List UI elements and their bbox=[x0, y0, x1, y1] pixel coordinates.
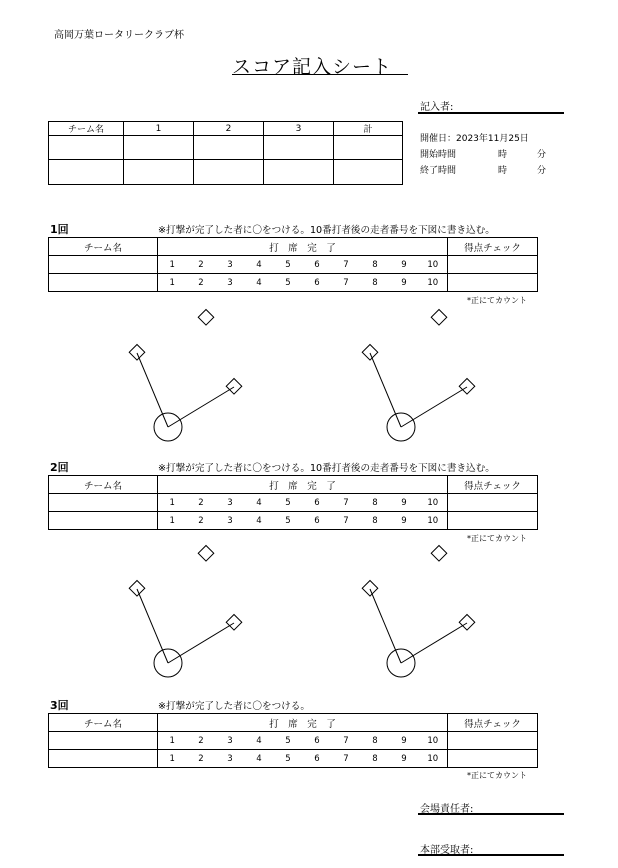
round-3-note: ※打撃が完了した者に〇をつける。 bbox=[158, 701, 310, 712]
summary-header-1: 1 bbox=[124, 122, 194, 136]
second-base bbox=[431, 310, 447, 326]
batter-number[interactable]: 4 bbox=[245, 274, 274, 292]
batter-number[interactable]: 8 bbox=[361, 494, 390, 512]
batter-number[interactable]: 1 bbox=[158, 512, 187, 530]
end-hour-unit: 時 bbox=[498, 166, 508, 176]
batter-number[interactable]: 4 bbox=[245, 512, 274, 530]
batter-number[interactable]: 7 bbox=[332, 274, 361, 292]
round-1-label: 1回 bbox=[50, 223, 69, 236]
diamond-diagram bbox=[129, 546, 242, 677]
batter-number[interactable]: 8 bbox=[361, 256, 390, 274]
batter-number[interactable]: 2 bbox=[187, 274, 216, 292]
event-date: 開催日：2023年11月25日 bbox=[420, 134, 529, 144]
batter-number[interactable]: 3 bbox=[216, 274, 245, 292]
third-base bbox=[129, 345, 145, 361]
first-base bbox=[226, 615, 242, 631]
diamond-diagram bbox=[362, 310, 475, 441]
score-check-header: 得点チェック bbox=[448, 476, 538, 494]
summary-header-2: 2 bbox=[194, 122, 264, 136]
batter-number[interactable]: 2 bbox=[187, 256, 216, 274]
third-base bbox=[129, 581, 145, 597]
batter-number[interactable]: 5 bbox=[274, 494, 303, 512]
batter-number[interactable]: 7 bbox=[332, 512, 361, 530]
round-1-note: ※打撃が完了した者に〇をつける。10番打者後の走者番号を下図に書き込む。 bbox=[158, 225, 495, 236]
batter-number[interactable]: 10 bbox=[419, 256, 448, 274]
end-time-label: 終了時間 bbox=[420, 166, 457, 176]
hq-receiver-line[interactable] bbox=[418, 854, 564, 856]
batter-number[interactable]: 4 bbox=[245, 494, 274, 512]
batter-number[interactable]: 1 bbox=[158, 750, 187, 768]
third-base bbox=[362, 581, 378, 597]
batter-number[interactable]: 9 bbox=[390, 750, 419, 768]
round-3-footnote: *正にてカウント bbox=[467, 771, 527, 780]
third-base-line bbox=[137, 353, 168, 427]
batter-number[interactable]: 6 bbox=[303, 494, 332, 512]
diamond-diagram bbox=[362, 546, 475, 677]
round-1-footnote: *正にてカウント bbox=[467, 296, 527, 305]
summary-header-team: チーム名 bbox=[49, 122, 124, 136]
batter-number[interactable]: 1 bbox=[158, 732, 187, 750]
team-header: チーム名 bbox=[49, 238, 158, 256]
batter-number[interactable]: 10 bbox=[419, 494, 448, 512]
round-2-label: 2回 bbox=[50, 461, 69, 474]
start-hour-unit: 時 bbox=[498, 150, 508, 160]
diamond-diagram bbox=[129, 310, 242, 441]
venue-manager-label: 会場責任者: bbox=[420, 804, 474, 815]
batter-number[interactable]: 7 bbox=[332, 732, 361, 750]
first-base-line bbox=[401, 623, 467, 663]
batter-number[interactable]: 3 bbox=[216, 750, 245, 768]
venue-manager-line[interactable] bbox=[418, 813, 564, 815]
score-check-header: 得点チェック bbox=[448, 238, 538, 256]
batter-number[interactable]: 3 bbox=[216, 494, 245, 512]
batter-number[interactable]: 5 bbox=[274, 274, 303, 292]
start-minute-unit: 分 bbox=[537, 150, 547, 160]
batter-number[interactable]: 8 bbox=[361, 274, 390, 292]
first-base-line bbox=[168, 623, 234, 663]
hq-receiver-label: 本部受取者: bbox=[420, 845, 474, 856]
batter-number[interactable]: 9 bbox=[390, 256, 419, 274]
third-base-line bbox=[370, 353, 401, 427]
page-title: スコア記入シート bbox=[232, 56, 393, 78]
batter-number[interactable]: 3 bbox=[216, 256, 245, 274]
batter-number[interactable]: 1 bbox=[158, 494, 187, 512]
batter-number[interactable]: 7 bbox=[332, 750, 361, 768]
summary-header-3: 3 bbox=[264, 122, 334, 136]
batter-number[interactable]: 4 bbox=[245, 750, 274, 768]
second-base bbox=[198, 546, 214, 562]
batter-number[interactable]: 8 bbox=[361, 512, 390, 530]
second-base bbox=[198, 310, 214, 326]
batter-number[interactable]: 10 bbox=[419, 732, 448, 750]
batter-number[interactable]: 4 bbox=[245, 732, 274, 750]
at-bat-done-header: 打 席 完 了 bbox=[158, 238, 448, 256]
third-base-line bbox=[370, 589, 401, 663]
batter-number[interactable]: 10 bbox=[419, 750, 448, 768]
round-2-note: ※打撃が完了した者に〇をつける。10番打者後の走者番号を下図に書き込む。 bbox=[158, 463, 495, 474]
at-bat-done-header: 打 席 完 了 bbox=[158, 714, 448, 732]
batter-number[interactable]: 8 bbox=[361, 750, 390, 768]
first-base-line bbox=[168, 387, 234, 427]
batter-number[interactable]: 1 bbox=[158, 256, 187, 274]
batter-number[interactable]: 9 bbox=[390, 494, 419, 512]
summary-header-total: 計 bbox=[334, 122, 403, 136]
batter-number[interactable]: 5 bbox=[274, 256, 303, 274]
end-minute-unit: 分 bbox=[537, 166, 547, 176]
batter-number[interactable]: 7 bbox=[332, 494, 361, 512]
second-base bbox=[431, 546, 447, 562]
batter-number[interactable]: 6 bbox=[303, 256, 332, 274]
batter-number[interactable]: 5 bbox=[274, 732, 303, 750]
batter-number[interactable]: 6 bbox=[303, 512, 332, 530]
batter-number[interactable]: 10 bbox=[419, 274, 448, 292]
batter-number[interactable]: 9 bbox=[390, 732, 419, 750]
third-base-line bbox=[137, 589, 168, 663]
batter-number[interactable]: 1 bbox=[158, 274, 187, 292]
at-bat-done-header: 打 席 完 了 bbox=[158, 476, 448, 494]
batter-number[interactable]: 2 bbox=[187, 750, 216, 768]
recorder-label: 記入者: bbox=[420, 102, 454, 113]
batter-number[interactable]: 3 bbox=[216, 732, 245, 750]
score-check-header: 得点チェック bbox=[448, 714, 538, 732]
batter-number[interactable]: 2 bbox=[187, 732, 216, 750]
batter-number[interactable]: 9 bbox=[390, 274, 419, 292]
batter-number[interactable]: 5 bbox=[274, 750, 303, 768]
batter-number[interactable]: 6 bbox=[303, 732, 332, 750]
team-header: チーム名 bbox=[49, 714, 158, 732]
first-base bbox=[459, 615, 475, 631]
team-header: チーム名 bbox=[49, 476, 158, 494]
batter-number[interactable]: 6 bbox=[303, 274, 332, 292]
batter-number[interactable]: 4 bbox=[245, 256, 274, 274]
first-base bbox=[459, 379, 475, 395]
batter-number[interactable]: 8 bbox=[361, 732, 390, 750]
round-2-footnote: *正にてカウント bbox=[467, 534, 527, 543]
organizer-name: 高岡万葉ロータリークラブ杯 bbox=[54, 30, 184, 41]
batter-number[interactable]: 5 bbox=[274, 512, 303, 530]
batter-number[interactable]: 7 bbox=[332, 256, 361, 274]
first-base bbox=[226, 379, 242, 395]
round-3-label: 3回 bbox=[50, 699, 69, 712]
batter-number[interactable]: 6 bbox=[303, 750, 332, 768]
first-base-line bbox=[401, 387, 467, 427]
batter-number[interactable]: 2 bbox=[187, 494, 216, 512]
batter-number[interactable]: 9 bbox=[390, 512, 419, 530]
third-base bbox=[362, 345, 378, 361]
start-time-label: 開始時間 bbox=[420, 150, 457, 160]
batter-number[interactable]: 10 bbox=[419, 512, 448, 530]
batter-number[interactable]: 2 bbox=[187, 512, 216, 530]
batter-number[interactable]: 3 bbox=[216, 512, 245, 530]
